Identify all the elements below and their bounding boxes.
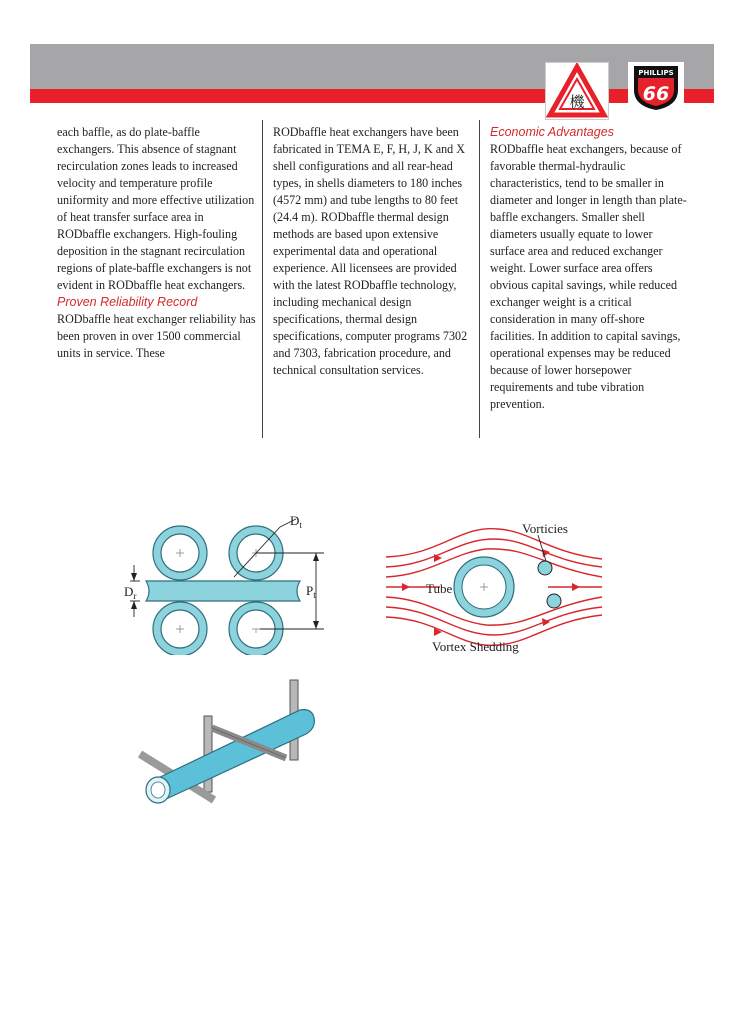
header-gray-band bbox=[30, 44, 714, 89]
label-tube: Tube bbox=[426, 581, 453, 596]
svg-text:Dr bbox=[124, 584, 136, 601]
text-column-1 bbox=[57, 124, 257, 362]
label-dr: D bbox=[124, 584, 134, 599]
column-divider-1 bbox=[262, 120, 263, 438]
column1-paragraph-2: RODbaffle heat exchanger reliability has been proven in over 1500 commercial units in service. These bbox=[57, 312, 256, 360]
logo-small-text: PHILLIPS bbox=[638, 69, 674, 77]
column-divider-2 bbox=[479, 120, 480, 438]
section-heading-economic: Economic Advantages bbox=[490, 125, 614, 139]
label-dt-sub: t bbox=[299, 520, 302, 530]
tube-rod-diagram bbox=[110, 505, 350, 655]
logo-glyph: 機 bbox=[569, 93, 585, 111]
svg-text:Pt bbox=[306, 583, 316, 600]
caption-vortex-shedding: Vortex Shedding bbox=[432, 639, 519, 654]
label-dt: D bbox=[290, 513, 300, 528]
company-logo-triangle bbox=[545, 62, 609, 120]
text-column-2 bbox=[273, 124, 473, 379]
label-dr-sub: r bbox=[133, 591, 137, 601]
vortex-shedding-diagram bbox=[380, 515, 610, 660]
phillips-66-logo bbox=[628, 62, 684, 112]
label-pt: P bbox=[306, 583, 314, 598]
column1-paragraph: each baffle, as do plate-baffle exchangers. This absence of stagnant recirculation zones leads to increased velocity and temperature profile uniformity and more effective utilization of heat transfer surface area in RODbaffle exchangers. High-fouling deposition in the stagnant recirculation regions of plate-baffle exchangers is not evident in RODbaffle heat exchangers. bbox=[57, 125, 255, 292]
section-heading-reliability: Proven Reliability Record bbox=[57, 295, 198, 309]
logo-big-text: 66 bbox=[642, 83, 670, 105]
svg-text:Dt bbox=[290, 513, 302, 530]
label-vorticies: Vorticies bbox=[522, 521, 568, 536]
label-pt-sub: t bbox=[313, 590, 316, 600]
column3-paragraph: RODbaffle heat exchangers, because of favorable thermal-hydraulic characteristics, tend to be smaller in diameter and longer in length than plate-baffle exchangers. Smaller shell diameters usually equate to lower surface area and reduced exchanger weight. Lower surface area offers obvious capital savings, while reduced exchanger weight is a critical consideration in many off-shore facilities. In addition to capital savings, operational expenses may be reduced because of lower horsepower requirements and tube vibration prevention. bbox=[490, 142, 687, 411]
text-column-3 bbox=[490, 124, 690, 413]
column2-paragraph: RODbaffle heat exchangers have been fabricated in TEMA E, F, H, J, K and X shell configurations and all rear-head types, in shells diameters to 180 inches (4572 mm) and tube lengths to 80 feet (24.4 m). RODbaffle thermal design methods are based upon extensive experimental data and operational experience. All licensees are provided with the latest RODbaffle technology, including mechanical design specifications, thermal design specifications, computer programs 7302 and 7303, fabrication procedure, and technical consultation services. bbox=[273, 125, 468, 377]
rod-baffle-perspective-diagram bbox=[130, 672, 330, 807]
header-red-band bbox=[30, 89, 714, 103]
